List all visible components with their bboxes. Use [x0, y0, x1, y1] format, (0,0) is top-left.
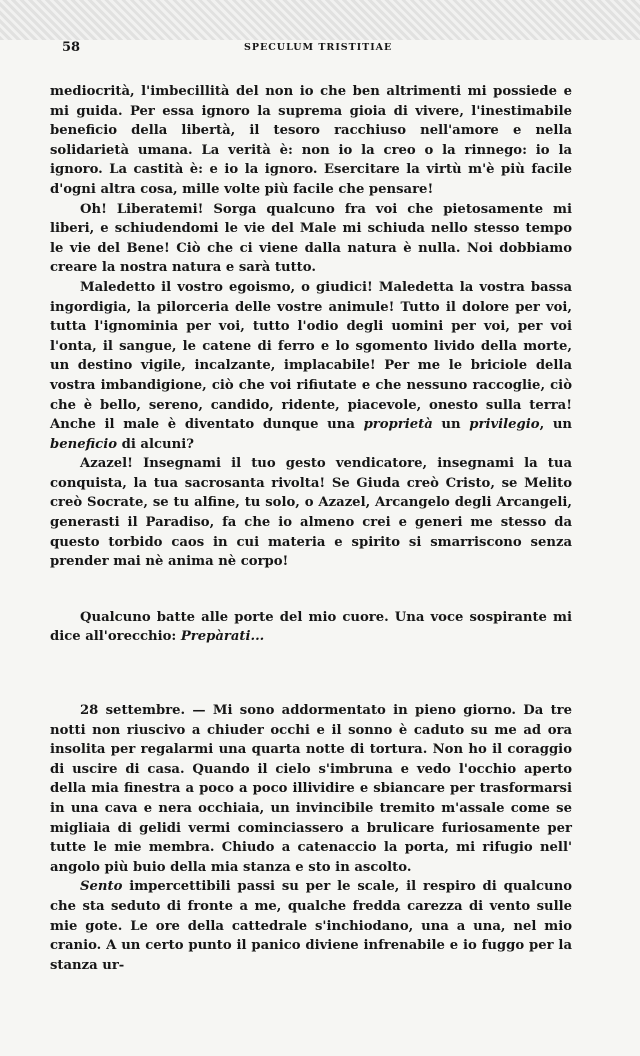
paragraph-6: 28 settembre. — Mi sono addormentato in pieno giorno. Da tre notti non riuscivo a chiuder occhi e il sonno è caduto su me ad ora insolita per regalarmi una quarta notte di tortura. Non ho il coraggio di uscire di casa. Quando il cielo s'imbruna e vedo l'occhio aperto della mia finestra a poco a poco illividire e sbiancare per trasformarsi in una cava e nera occhiaia, un invincibile tremito m'assale come se migliaia di gelidi vermi cominciassero a brulicare furiosamente per tutte le mie membra. Chiudo a catenaccio la porta, mi rifugio nell' angolo più buio della mia stanza e sto in ascolto.	[50, 703, 572, 875]
paragraph-3-text-b: un	[432, 417, 470, 433]
paragraph-3-text-a: Maledetto il vostro egoismo, o giudici! Maledetta la vostra bassa ingordigia, la pilorceria delle vostre animule! Tutto il dolore per voi, tutta l'ignominia per voi, tutto l'odio degli uomini per voi, per voi l'onta, il sangue, le catene di ferro e lo sgomento livido della morte, un destino vigile, incalzante, implacabile! Per me le briciole della vostra imbandigione, ciò che voi rifiutate e che nessuno raccoglie, ciò che è bello, sereno, candido, ridente, piacevole, onesto sulla terra! Anche il male è diventato dunque una	[50, 279, 572, 433]
paragraph-3-text-d: di alcuni?	[117, 436, 194, 452]
paragraph-5	[50, 608, 572, 647]
paragraph-3-text-c: , un	[539, 417, 573, 433]
paragraph-7-text: impercettibili passi su per le scale, il respiro di qualcuno che sta seduto di fronte a me, qualche fredda carezza di vento sulle mie gote. Le ore della cattedrale s'inchiodano, una a una, nel mio cranio. A un certo punto il panico diviene infrenabile e io fuggo per la stanza ur-	[50, 879, 572, 973]
emphasis-preparati: Prepàrati...	[180, 629, 265, 645]
page-number: 58	[62, 40, 81, 55]
emphasis-beneficio: beneficio	[50, 436, 118, 452]
emphasis-sento: Sento	[80, 879, 123, 895]
scan-border	[0, 0, 640, 40]
paragraph-7	[50, 877, 572, 975]
paragraph-2: Oh! Liberatemi! Sorga qualcuno fra voi che pietosamente mi liberi, e schiudendomi le vie del Male mi schiuda nello stesso tempo le vie del Bene! Ciò che ci viene dalla natura è nulla. Noi dobbiamo creare la nostra natura e sarà tutto.	[50, 201, 572, 276]
running-head: SPECULUM TRISTITIAE	[244, 42, 393, 53]
paragraph-5-text: Qualcuno batte alle porte del mio cuore. Una voce sospirante mi dice all'orecchio:	[50, 609, 572, 645]
paragraph-3	[50, 278, 572, 454]
emphasis-privilegio: privilegio	[469, 417, 540, 433]
page-header	[62, 40, 572, 58]
paragraph-4: Azazel! Insegnami il tuo gesto vendicatore, insegnami la tua conquista, la tua sacrosanta rivolta! Se Giuda creò Cristo, se Melito creò Socrate, se tu alfine, tu solo, o Azazel, Arcangelo degli Arcangeli, generasti il Paradiso, fa che io almeno crei e generi me stesso da questo torbido caos in cui materia e spirito si smarriscono senza prender mai nè anima nè corpo!	[50, 456, 572, 570]
body-text	[50, 82, 572, 975]
emphasis-proprieta: proprietà	[363, 417, 433, 433]
paragraph-1: mediocrità, l'imbecillità del non io che ben altrimenti mi possiede e mi guida. Per essa ignoro la suprema gioia di vivere, l'inestimabile beneficio della libertà, il tesoro racchiuso nell'amore e nella solidarietà umana. La verità è: non io la creo o la rinnego: io la ignoro. La castità è: e io la ignoro. Esercitare la virtù m'è più facile d'ogni altra cosa, mille volte più facile che pensare!	[50, 84, 572, 197]
